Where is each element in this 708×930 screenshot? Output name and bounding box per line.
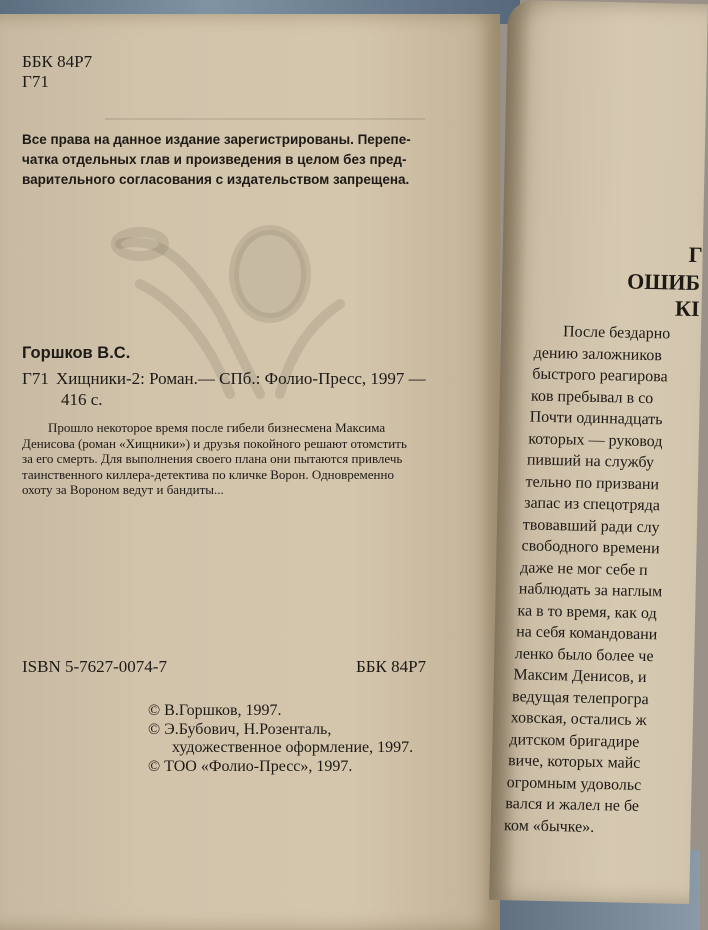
bbk-bottom: ББК 84Р7 — [356, 657, 427, 676]
isbn: ISBN 5-7627-0074-7 — [22, 657, 167, 676]
right-page-line: дитском бригадире — [509, 730, 640, 751]
right-page-line: ведущая телепрогра — [511, 687, 649, 708]
right-page-line: на себя командовани — [515, 623, 658, 644]
show-through-rule — [105, 118, 425, 120]
copyright-line: художественное оформление, 1997. — [172, 739, 414, 756]
right-page-line: дению заложников — [533, 344, 663, 364]
right-page-line: свободного времени — [521, 537, 660, 558]
right-page-line: Почти одиннадцать — [529, 408, 663, 429]
catalog-pages: 416 с. — [61, 390, 103, 409]
copyright-block — [148, 702, 413, 776]
copyright-line: © Э.Бубович, Н.Розенталь, — [148, 720, 332, 738]
left-page — [0, 14, 500, 930]
right-page-line: После бездарно — [562, 323, 671, 343]
catalog-entry — [22, 368, 426, 410]
right-page-line: пивший на службу — [526, 451, 655, 472]
right-page-line: вался и жалел не бе — [505, 795, 640, 815]
annotation-line: таинственного киллера-детектива по кличке Ворон. Одновременно — [22, 466, 394, 482]
bbk-header — [22, 52, 92, 92]
annotation-line: Денисова (роман «Хищники») и друзья покойного решают отомстить — [22, 435, 407, 451]
copyright-line: © ТОО «Фолио-Пресс», 1997. — [148, 757, 353, 775]
annotation — [22, 420, 472, 498]
right-page-line: которых — руковод — [528, 430, 663, 450]
right-page-line: ком «бычке». — [503, 816, 595, 836]
catalog-line: Хищники-2: Роман.— СПб.: Фолио-Пресс, 1997 — — [56, 369, 426, 388]
annotation-line: Прошло некоторое время после гибели бизнесмена Максима — [48, 420, 386, 435]
right-page-line: ков пребывал в со — [530, 387, 654, 407]
rights-line: чатка отдельных глав и произведения в целом без пред- — [22, 152, 407, 167]
annotation-line: за его смерть. Для выполнения своего плана они пытаются привлечь — [22, 451, 403, 466]
show-through-title — [110, 69, 350, 105]
right-page-line: ка в то время, как од — [517, 601, 657, 622]
rights-line: Все права на данное издание зарегистрированы. Перепе- — [22, 132, 411, 147]
chapter-heading-line: Г — [688, 241, 703, 268]
right-page — [489, 0, 708, 904]
right-page-line: наблюдать за наглым — [518, 580, 663, 601]
rights-notice — [22, 130, 411, 190]
catalog-index: Г71 — [22, 369, 49, 388]
copyright-line: © В.Горшков, 1997. — [148, 702, 282, 719]
author-mark: Г71 — [22, 72, 49, 91]
chapter-heading-line: КІ — [674, 295, 700, 322]
right-page-line: быстрого реагирова — [532, 365, 668, 386]
author-name: Горшков В.С. — [22, 344, 131, 362]
right-page-line: огромным удовольс — [506, 773, 642, 794]
right-page-line: твовавший ради слу — [522, 515, 660, 536]
annotation-line: охоту за Вороном ведут и бандиты... — [22, 482, 224, 497]
right-page-line: даже не мог себе п — [520, 558, 648, 579]
bbk-code: ББК 84Р7 — [22, 52, 93, 71]
chapter-heading-line: ОШИБ — [626, 268, 701, 296]
right-page-line: Максим Денисов, и — [513, 666, 647, 687]
right-page-line: ховская, остались ж — [510, 709, 647, 730]
right-page-line: тельно по призвани — [525, 472, 660, 493]
right-page-line: виче, которых майс — [507, 752, 641, 772]
right-page-line: запас из спецотряда — [524, 494, 661, 515]
rights-line: варительного согласования с издательством запрещена. — [22, 172, 410, 187]
right-page-line: ленко было более че — [514, 644, 654, 665]
